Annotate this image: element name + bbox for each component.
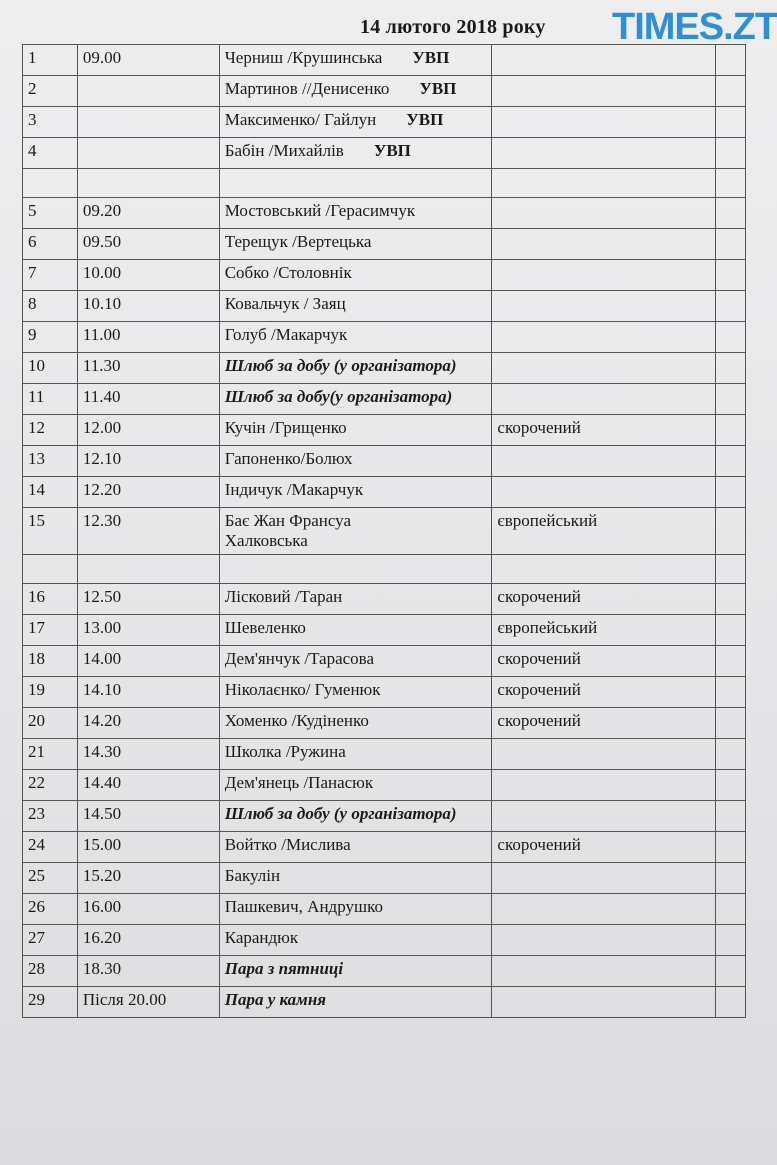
couple-names (219, 770, 492, 801)
empty-cell (716, 987, 746, 1018)
table-row (23, 384, 746, 415)
ceremony-time: 15.20 (77, 863, 219, 894)
row-number: 8 (23, 291, 78, 322)
couple-names (219, 76, 492, 107)
row-number: 7 (23, 260, 78, 291)
ceremony-time: 14.50 (77, 801, 219, 832)
table-row (23, 646, 746, 677)
ceremony-time: 12.20 (77, 477, 219, 508)
ceremony-type (492, 956, 716, 987)
row-number: 26 (23, 894, 78, 925)
empty-cell (716, 801, 746, 832)
ceremony-type (492, 925, 716, 956)
ceremony-time (77, 138, 219, 169)
row-number: 15 (23, 508, 78, 555)
ceremony-type (492, 138, 716, 169)
ceremony-time: 12.50 (77, 584, 219, 615)
ceremony-type (492, 76, 716, 107)
row-number: 14 (23, 477, 78, 508)
table-row (23, 739, 746, 770)
row-number: 1 (23, 45, 78, 76)
site-watermark-logo: TIMES.ZT (612, 6, 777, 48)
names-text: Максименко/ Гайлун (224, 110, 377, 129)
table-row (23, 477, 746, 508)
ceremony-type: скорочений (492, 415, 716, 446)
ceremony-type (492, 863, 716, 894)
names-text: Шлюб за добу(у організатора) (224, 387, 453, 406)
empty-cell (716, 677, 746, 708)
couple-names (219, 894, 492, 925)
couple-names (219, 107, 492, 138)
ceremony-time: 09.50 (77, 229, 219, 260)
table-row (23, 894, 746, 925)
empty-cell (716, 291, 746, 322)
ceremony-time: 11.00 (77, 322, 219, 353)
table-row (23, 801, 746, 832)
empty-cell (716, 508, 746, 555)
empty-cell (716, 198, 746, 229)
names-text: Гапоненко/Болюх (224, 449, 353, 468)
row-number: 4 (23, 138, 78, 169)
ceremony-time: 09.20 (77, 198, 219, 229)
ceremony-time: 14.10 (77, 677, 219, 708)
empty-cell (716, 708, 746, 739)
ceremony-time: 10.00 (77, 260, 219, 291)
row-number: 5 (23, 198, 78, 229)
empty-cell (716, 477, 746, 508)
table-row (23, 987, 746, 1018)
table-row (23, 322, 746, 353)
ceremony-time: 12.10 (77, 446, 219, 477)
empty-cell (716, 925, 746, 956)
names-text: Бабін /Михайлів (224, 141, 344, 160)
ceremony-time: 10.10 (77, 291, 219, 322)
table-row (23, 508, 746, 555)
ceremony-time: 18.30 (77, 956, 219, 987)
couple-names (219, 956, 492, 987)
empty-cell (716, 384, 746, 415)
ceremony-type: скорочений (492, 708, 716, 739)
table-row (23, 45, 746, 76)
empty-cell (219, 555, 492, 584)
ceremony-time: 11.40 (77, 384, 219, 415)
couple-names (219, 260, 492, 291)
table-row (23, 138, 746, 169)
couple-names (219, 198, 492, 229)
ceremony-type: скорочений (492, 832, 716, 863)
empty-cell (716, 260, 746, 291)
couple-names (219, 322, 492, 353)
couple-names (219, 353, 492, 384)
row-number: 9 (23, 322, 78, 353)
ceremony-time: 14.20 (77, 708, 219, 739)
couple-names (219, 925, 492, 956)
schedule-body (23, 45, 746, 1018)
empty-cell (716, 45, 746, 76)
table-row (23, 708, 746, 739)
names-text: Дем'янець /Панасюк (224, 773, 374, 792)
row-number: 20 (23, 708, 78, 739)
row-number: 17 (23, 615, 78, 646)
names-text: Бакулін (224, 866, 281, 885)
couple-names (219, 415, 492, 446)
table-row (23, 863, 746, 894)
ceremony-type (492, 894, 716, 925)
names-text: Пашкевич, Андрушко (224, 897, 383, 916)
ceremony-type (492, 107, 716, 138)
couple-names (219, 739, 492, 770)
row-number: 23 (23, 801, 78, 832)
empty-cell (716, 739, 746, 770)
ceremony-time: 12.30 (77, 508, 219, 555)
names-text: Ковальчук / Заяц (224, 294, 346, 313)
names-text: Індичук /Макарчук (224, 480, 364, 499)
couple-names (219, 801, 492, 832)
row-number: 25 (23, 863, 78, 894)
empty-cell (716, 415, 746, 446)
table-row (23, 446, 746, 477)
row-number: 21 (23, 739, 78, 770)
row-number: 6 (23, 229, 78, 260)
ceremony-time: 16.20 (77, 925, 219, 956)
names-text: Пара у камня (224, 990, 327, 1009)
table-row (23, 353, 746, 384)
couple-names (219, 646, 492, 677)
empty-cell (716, 863, 746, 894)
names-text: Мостовський /Герасимчук (224, 201, 416, 220)
couple-names (219, 45, 492, 76)
empty-cell (716, 322, 746, 353)
empty-cell (716, 555, 746, 584)
empty-cell (716, 229, 746, 260)
couple-names (219, 384, 492, 415)
names-text: Шевеленко (224, 618, 306, 637)
ceremony-type (492, 446, 716, 477)
empty-cell (716, 770, 746, 801)
table-row (23, 107, 746, 138)
couple-names (219, 291, 492, 322)
names-text: Бає Жан Франсуа (224, 511, 351, 530)
ceremony-time: 14.40 (77, 770, 219, 801)
empty-cell (23, 555, 78, 584)
page-title: 14 лютого 2018 року (360, 16, 546, 38)
empty-cell (716, 894, 746, 925)
names-text: Кучін /Грищенко (224, 418, 347, 437)
row-number: 22 (23, 770, 78, 801)
ceremony-time (77, 107, 219, 138)
empty-cell (716, 646, 746, 677)
empty-cell (23, 169, 78, 198)
names-text-line2: Халковська (224, 531, 308, 550)
uvp-tag: УВП (373, 141, 411, 160)
ceremony-type (492, 322, 716, 353)
empty-cell (716, 446, 746, 477)
ceremony-type: скорочений (492, 584, 716, 615)
couple-names (219, 508, 492, 555)
names-text: Дем'янчук /Тарасова (224, 649, 375, 668)
ceremony-type (492, 260, 716, 291)
table-row (23, 260, 746, 291)
ceremony-type (492, 229, 716, 260)
names-text: Собко /Столовнік (224, 263, 352, 282)
empty-cell (492, 555, 716, 584)
ceremony-time (77, 76, 219, 107)
names-text: Терещук /Вертецька (224, 232, 372, 251)
ceremony-type (492, 770, 716, 801)
ceremony-type (492, 291, 716, 322)
names-text: Ніколаєнко/ Гуменюк (224, 680, 381, 699)
names-text: Черниш /Крушинська (224, 48, 383, 67)
table-row (23, 956, 746, 987)
names-text: Шлюб за добу (у організатора) (224, 804, 457, 823)
names-text: Пара з пятниці (224, 959, 344, 978)
ceremony-type: європейський (492, 508, 716, 555)
couple-names (219, 708, 492, 739)
row-number: 28 (23, 956, 78, 987)
ceremony-time: 09.00 (77, 45, 219, 76)
ceremony-type (492, 45, 716, 76)
ceremony-time: 13.00 (77, 615, 219, 646)
table-row (23, 832, 746, 863)
row-number: 2 (23, 76, 78, 107)
couple-names (219, 446, 492, 477)
row-number: 3 (23, 107, 78, 138)
ceremony-type: європейський (492, 615, 716, 646)
couple-names (219, 615, 492, 646)
ceremony-time: 15.00 (77, 832, 219, 863)
row-number: 27 (23, 925, 78, 956)
uvp-tag: УВП (419, 79, 457, 98)
couple-names (219, 229, 492, 260)
table-row (23, 76, 746, 107)
names-text: Мартинов //Денисенко (224, 79, 390, 98)
ceremony-time: 14.00 (77, 646, 219, 677)
empty-cell (716, 584, 746, 615)
ceremony-time: 11.30 (77, 353, 219, 384)
uvp-tag: УВП (412, 48, 450, 67)
table-row (23, 925, 746, 956)
row-number: 11 (23, 384, 78, 415)
ceremony-time: Після 20.00 (77, 987, 219, 1018)
couple-names (219, 987, 492, 1018)
empty-cell (77, 555, 219, 584)
ceremony-type: скорочений (492, 646, 716, 677)
couple-names (219, 477, 492, 508)
ceremony-type (492, 739, 716, 770)
couple-names (219, 677, 492, 708)
ceremony-type (492, 801, 716, 832)
table-row (23, 770, 746, 801)
row-number: 24 (23, 832, 78, 863)
names-text: Карандюк (224, 928, 299, 947)
empty-cell (716, 169, 746, 198)
names-text: Войтко /Мислива (224, 835, 351, 854)
empty-cell (219, 169, 492, 198)
row-number: 10 (23, 353, 78, 384)
empty-cell (716, 615, 746, 646)
couple-names (219, 138, 492, 169)
ceremony-time: 16.00 (77, 894, 219, 925)
schedule-table (22, 44, 746, 1018)
empty-cell (492, 169, 716, 198)
empty-cell (716, 138, 746, 169)
empty-cell (77, 169, 219, 198)
names-text: Голуб /Макарчук (224, 325, 348, 344)
couple-names (219, 863, 492, 894)
couple-names (219, 832, 492, 863)
uvp-tag: УВП (406, 110, 444, 129)
couple-names (219, 584, 492, 615)
ceremony-type (492, 987, 716, 1018)
spacer-row (23, 169, 746, 198)
ceremony-type (492, 384, 716, 415)
row-number: 18 (23, 646, 78, 677)
table-row (23, 229, 746, 260)
empty-cell (716, 107, 746, 138)
table-row (23, 415, 746, 446)
names-text: Шлюб за добу (у організатора) (224, 356, 457, 375)
table-row (23, 615, 746, 646)
row-number: 12 (23, 415, 78, 446)
spacer-row (23, 555, 746, 584)
table-row (23, 198, 746, 229)
table-row (23, 584, 746, 615)
row-number: 16 (23, 584, 78, 615)
row-number: 29 (23, 987, 78, 1018)
table-row (23, 291, 746, 322)
names-text: Лісковий /Таран (224, 587, 343, 606)
ceremony-type (492, 477, 716, 508)
names-text: Школка /Ружина (224, 742, 346, 761)
ceremony-time: 14.30 (77, 739, 219, 770)
row-number: 19 (23, 677, 78, 708)
ceremony-time: 12.00 (77, 415, 219, 446)
empty-cell (716, 76, 746, 107)
row-number: 13 (23, 446, 78, 477)
empty-cell (716, 353, 746, 384)
ceremony-type (492, 198, 716, 229)
ceremony-type (492, 353, 716, 384)
empty-cell (716, 956, 746, 987)
empty-cell (716, 832, 746, 863)
table-row (23, 677, 746, 708)
names-text: Хоменко /Кудіненко (224, 711, 369, 730)
ceremony-type: скорочений (492, 677, 716, 708)
